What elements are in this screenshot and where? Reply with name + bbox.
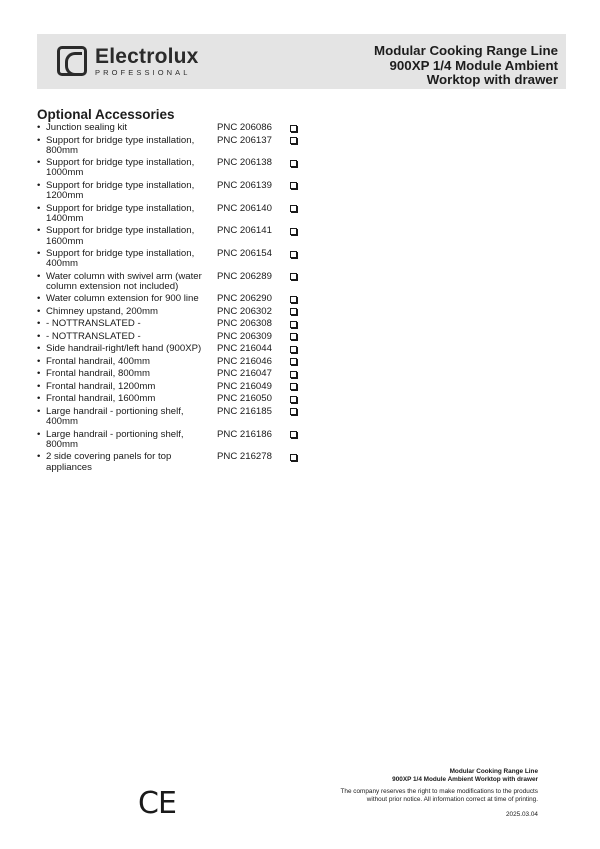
checkbox-icon[interactable] — [290, 321, 297, 328]
accessory-pnc: PNC 216185 — [217, 405, 272, 417]
bullet-icon: • — [37, 202, 41, 214]
checkbox-icon[interactable] — [290, 296, 297, 303]
checkbox-icon[interactable] — [290, 333, 297, 340]
accessory-row — [37, 357, 307, 367]
accessory-pnc: PNC 206086 — [217, 122, 272, 133]
accessory-pnc: PNC 206154 — [217, 248, 272, 260]
accessory-pnc: PNC 216278 — [217, 451, 272, 463]
title-line: Modular Cooking Range Line — [374, 43, 558, 58]
bullet-icon: • — [37, 343, 41, 355]
accessory-name: Water column with swivel arm (water column extension not included) — [46, 270, 202, 292]
accessory-name: Support for bridge type installation, 800mm — [46, 134, 195, 156]
bullet-icon: • — [37, 157, 41, 169]
bullet-icon: • — [37, 179, 41, 191]
accessory-pnc: PNC 216046 — [217, 355, 272, 367]
accessory-row — [37, 123, 307, 133]
accessory-row — [37, 319, 307, 329]
footer-note: The company reserves the right to make modifications to the products — [340, 788, 538, 796]
accessory-row — [37, 394, 307, 404]
accessory-row — [37, 272, 307, 292]
accessory-pnc: PNC 206289 — [217, 270, 272, 282]
checkbox-icon[interactable] — [290, 182, 297, 189]
accessory-name: Chimney upstand, 200mm — [46, 305, 158, 317]
accessory-name: Side handrail-right/left hand (900XP) — [46, 343, 202, 355]
checkbox-icon[interactable] — [290, 205, 297, 212]
accessory-name: Support for bridge type installation, 1000mm — [46, 157, 195, 179]
bullet-icon: • — [37, 225, 41, 237]
checkbox-icon[interactable] — [290, 454, 297, 461]
accessory-pnc: PNC 206140 — [217, 202, 272, 214]
accessory-pnc: PNC 206302 — [217, 305, 272, 317]
bullet-icon: • — [37, 248, 41, 260]
accessory-pnc: PNC 216049 — [217, 380, 272, 392]
checkbox-icon[interactable] — [290, 346, 297, 353]
bullet-icon: • — [37, 122, 41, 133]
accessory-name: - NOTTRANSLATED - — [46, 330, 141, 342]
bullet-icon: • — [37, 330, 41, 342]
footer-date: 2025.03.04 — [506, 811, 538, 819]
accessory-name: Large handrail - portioning shelf, 400mm — [46, 405, 184, 428]
logo-brand-text: Electrolux — [95, 44, 199, 68]
accessory-pnc: PNC 206309 — [217, 330, 272, 342]
section-title: Optional Accessories — [37, 107, 175, 122]
bullet-icon: • — [37, 270, 41, 282]
accessory-row — [37, 294, 307, 304]
bullet-icon: • — [37, 318, 41, 330]
accessory-row — [37, 332, 307, 342]
accessory-name: Support for bridge type installation, 1400mm — [46, 202, 195, 224]
electrolux-logo — [57, 44, 199, 78]
accessory-row — [37, 307, 307, 317]
header-band — [37, 34, 566, 89]
accessory-name: Support for bridge type installation, 400mm — [46, 248, 195, 270]
logo-sub-text: PROFESSIONAL — [95, 67, 191, 77]
accessory-name: Support for bridge type installation, 1200mm — [46, 179, 195, 202]
electrolux-logo-icon — [57, 46, 87, 76]
bullet-icon: • — [37, 305, 41, 317]
accessory-name: Frontal handrail, 400mm — [46, 355, 150, 367]
checkbox-icon[interactable] — [290, 358, 297, 365]
accessory-name: Support for bridge type installation, 1600mm — [46, 225, 195, 247]
checkbox-icon[interactable] — [290, 431, 297, 438]
ce-mark: CE — [138, 786, 176, 821]
bullet-icon: • — [37, 428, 41, 440]
bullet-icon: • — [37, 393, 41, 405]
accessory-row — [37, 452, 307, 472]
bullet-icon: • — [37, 355, 41, 367]
footer — [341, 768, 539, 819]
checkbox-icon[interactable] — [290, 371, 297, 378]
checkbox-icon[interactable] — [290, 125, 297, 132]
accessory-pnc: PNC 216186 — [217, 428, 272, 440]
document-title — [374, 44, 558, 88]
footer-subtitle: 900XP 1/4 Module Ambient Worktop with drawer — [392, 775, 538, 783]
accessory-row — [37, 181, 307, 201]
accessory-name: Water column extension for 900 line — [46, 293, 199, 305]
accessory-row — [37, 204, 307, 224]
accessory-pnc: PNC 216047 — [217, 368, 272, 380]
accessory-name: 2 side covering panels for top appliances — [46, 451, 172, 473]
accessory-name: Large handrail - portioning shelf, 800mm — [46, 428, 184, 450]
accessory-row — [37, 249, 307, 269]
checkbox-icon[interactable] — [290, 383, 297, 390]
accessory-name: Frontal handrail, 1600mm — [46, 393, 156, 405]
title-line: Worktop with drawer — [426, 72, 558, 87]
bullet-icon: • — [37, 293, 41, 305]
checkbox-icon[interactable] — [290, 396, 297, 403]
accessory-pnc: PNC 206139 — [217, 179, 272, 191]
accessory-row — [37, 430, 307, 450]
title-line: 900XP 1/4 Module Ambient — [389, 57, 558, 73]
checkbox-icon[interactable] — [290, 160, 297, 167]
accessory-pnc: PNC 206308 — [217, 318, 272, 330]
accessory-row — [37, 136, 307, 156]
accessory-pnc: PNC 206141 — [217, 225, 272, 237]
bullet-icon: • — [37, 451, 41, 463]
accessory-pnc: PNC 206137 — [217, 134, 272, 146]
accessory-row — [37, 226, 307, 246]
checkbox-icon[interactable] — [290, 273, 297, 280]
accessory-name: Frontal handrail, 800mm — [46, 368, 150, 380]
bullet-icon: • — [37, 405, 41, 417]
bullet-icon: • — [37, 380, 41, 392]
accessory-name: Junction sealing kit — [46, 122, 128, 133]
accessory-row — [37, 382, 307, 392]
checkbox-icon[interactable] — [290, 228, 297, 235]
accessory-pnc: PNC 216050 — [217, 393, 272, 405]
accessory-row — [37, 158, 307, 178]
footer-note: without prior notice. All information correct at time of printing. — [366, 795, 538, 803]
accessories-list — [37, 123, 307, 475]
accessory-name: - NOTTRANSLATED - — [46, 318, 141, 330]
checkbox-icon[interactable] — [290, 137, 297, 144]
accessory-pnc: PNC 216044 — [217, 343, 272, 355]
accessory-pnc: PNC 206138 — [217, 157, 272, 169]
checkbox-icon[interactable] — [290, 408, 297, 415]
accessory-name: Frontal handrail, 1200mm — [46, 380, 156, 392]
accessory-row — [37, 369, 307, 379]
bullet-icon: • — [37, 134, 41, 146]
footer-title: Modular Cooking Range Line — [449, 768, 538, 775]
accessory-row — [37, 344, 307, 354]
checkbox-icon[interactable] — [290, 308, 297, 315]
accessory-pnc: PNC 206290 — [217, 293, 272, 305]
checkbox-icon[interactable] — [290, 251, 297, 258]
bullet-icon: • — [37, 368, 41, 380]
accessory-row — [37, 407, 307, 427]
